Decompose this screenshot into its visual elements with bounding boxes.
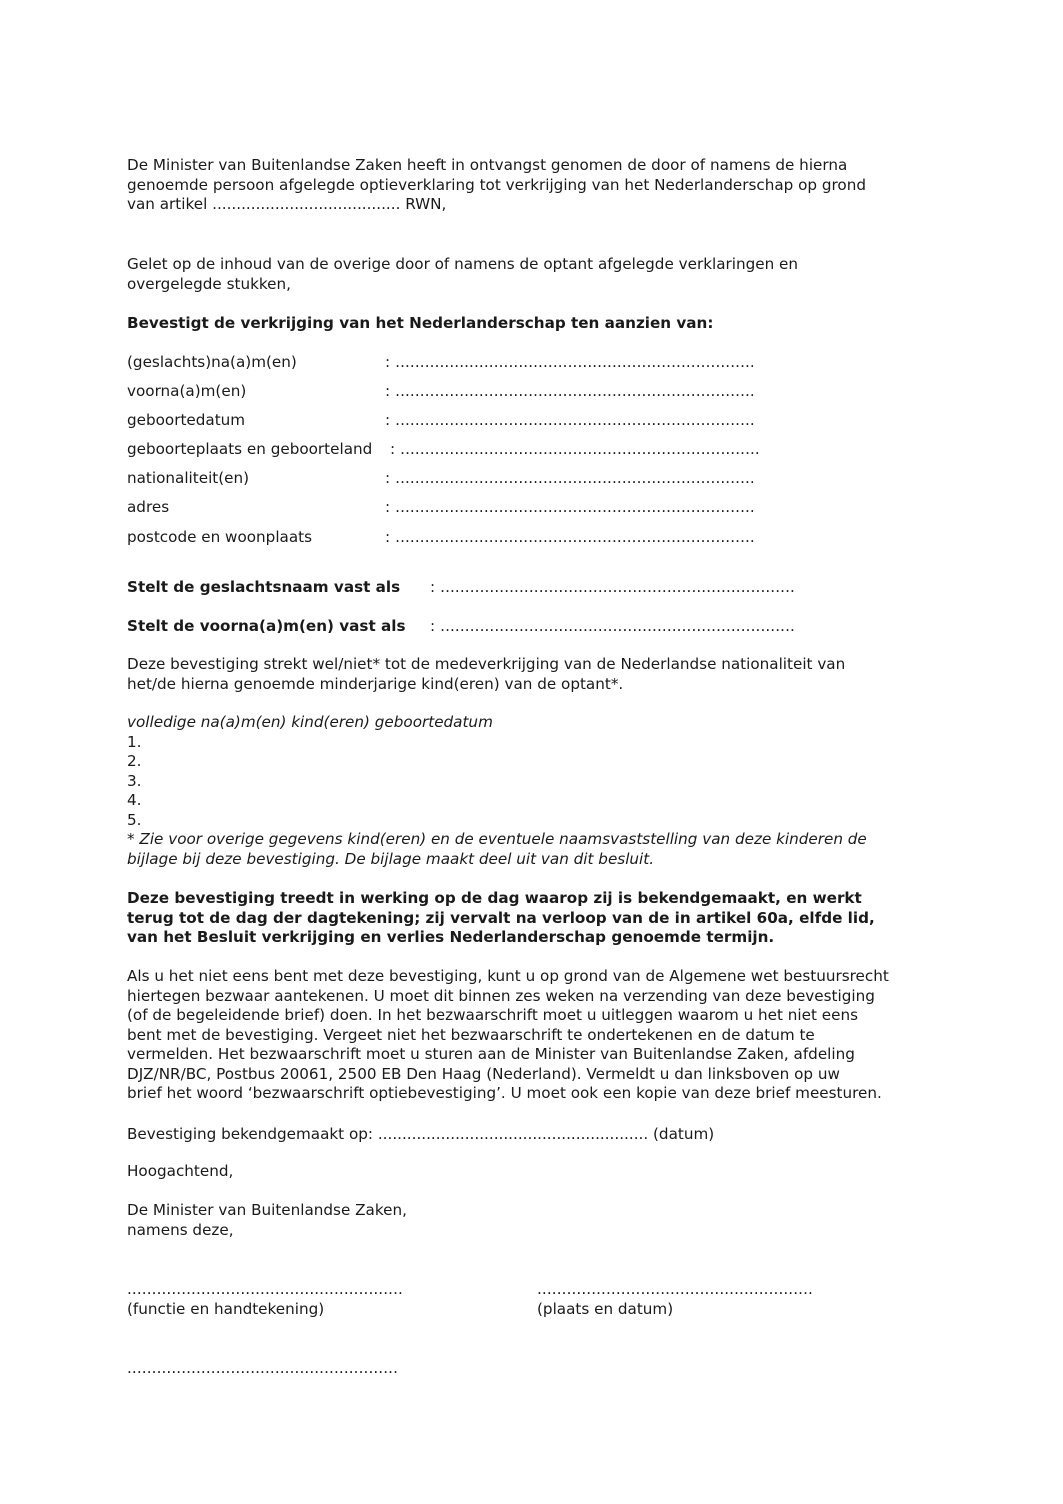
considering-line-2: overgelegde stukken, [127,274,291,293]
child-number-5: 5. [127,810,142,829]
children-note-line-1: * Zie voor overige gegevens kind(eren) en de eventuele naamsvaststelling van deze kinderen de [127,830,867,848]
surname-line-label: Stelt de geslachtsnaam vast als [127,578,401,596]
children-note-line-2: bijlage bij deze bevestiging. De bijlage maakt deel uit van dit besluit. [127,849,655,868]
objection-line-4: bent met de bevestiging. Vergeet niet het bezwaarschrift te ondertekenen en de datum te [127,1025,815,1044]
minister-line-1: De Minister van Buitenlandse Zaken, [127,1201,407,1219]
signature-right-label: (plaats en datum) [537,1299,674,1318]
children-list [127,713,867,869]
children-header: volledige na(a)m(en) kind(eren) geboortedatum [127,713,493,731]
child-number-2: 2. [127,752,142,770]
field-value-birthdate[interactable]: : ......................................................................... [385,411,755,429]
children-statement [127,655,845,694]
child-number-4: 4. [127,791,142,809]
objection-line-2: hiertegen bezwaar aantekenen. U moet dit binnen zes weken na verzending van deze bevestiging [127,986,875,1005]
field-value-address[interactable]: : ......................................................................... [385,498,755,516]
children-statement-line-2: het/de hierna genoemde minderjarige kind(eren) van de optant*. [127,674,624,693]
intro-paragraph [127,156,866,215]
objection-line-5: vermelden. Het bezwaarschrift moet u sturen aan de Minister van Buitenlandse Zaken, afdeling [127,1045,855,1063]
field-label-birthplace: geboorteplaats en geboorteland [127,440,373,458]
intro-line-1: De Minister van Buitenlandse Zaken heeft in ontvangst genomen de door of namens de hierna [127,156,848,174]
considering-paragraph [127,255,798,294]
field-label-address: adres [127,498,170,516]
signature-left [127,1280,403,1319]
field-label-nationality: nationaliteit(en) [127,469,250,487]
signature-bottom-dots[interactable]: ....................................................... [127,1359,399,1377]
field-value-surname[interactable]: : ......................................................................... [385,353,755,371]
effect-line-1: Deze bevestiging treedt in werking op de dag waarop zij is bekendgemaakt, en werkt [127,889,862,907]
field-label-birthdate: geboortedatum [127,411,246,429]
signature-right [537,1280,813,1319]
intro-line-2: genoemde persoon afgelegde optieverklaring tot verkrijging van het Nederlanderschap op grond [127,175,866,194]
announced-line[interactable]: Bevestiging bekendgemaakt op: ........................................................ (datum) [127,1125,715,1143]
minister-line-2: namens deze, [127,1220,234,1239]
signature-right-dots[interactable]: ........................................................ [537,1280,813,1298]
objection-line-3: (of de begeleidende brief) doen. In het bezwaarschrift moet u uitleggen waarom u het niet eens [127,1006,858,1024]
effect-paragraph [127,889,875,948]
field-value-postcode[interactable]: : ......................................................................... [385,528,755,546]
objection-line-1: Als u het niet eens bent met deze bevestiging, kunt u op grond van de Algemene wet bestuursrecht [127,967,889,985]
field-value-birthplace[interactable]: : ......................................................................... [390,440,760,458]
child-number-1: 1. [127,732,142,751]
surname-line-value[interactable]: : ........................................................................ [430,578,795,596]
field-value-nationality[interactable]: : ......................................................................... [385,469,755,487]
effect-line-2: terug tot de dag der dagtekening; zij vervalt na verloop van de in artikel 60a, elfde lid, [127,908,875,927]
signature-left-dots[interactable]: ........................................................ [127,1280,403,1298]
objection-line-7: brief het woord ‘bezwaarschrift optiebevestiging’. U moet ook een kopie van deze brief meesturen. [127,1084,882,1102]
field-value-firstnames[interactable]: : ......................................................................... [385,382,755,400]
objection-line-6: DJZ/NR/BC, Postbus 20061, 2500 EB Den Haag (Nederland). Vermeldt u dan linksboven op uw [127,1064,840,1083]
field-label-surname: (geslachts)na(a)m(en) [127,353,297,371]
objection-paragraph [127,967,889,1104]
considering-line-1: Gelet op de inhoud van de overige door of namens de optant afgelegde verklaringen en [127,255,799,273]
intro-line-3: van artikel ....................................... RWN, [127,195,447,213]
minister-block [127,1201,407,1240]
closing-salutation: Hoogachtend, [127,1162,234,1180]
field-label-firstnames: voorna(a)m(en) [127,382,247,400]
confirms-heading: Bevestigt de verkrijging van het Nederlanderschap ten aanzien van: [127,314,714,332]
children-statement-line-1: Deze bevestiging strekt wel/niet* tot de medeverkrijging van de Nederlandse nationaliteit van [127,655,846,673]
firstname-line-value[interactable]: : ........................................................................ [430,617,795,635]
firstname-line-label: Stelt de voorna(a)m(en) vast als [127,617,406,635]
field-label-postcode: postcode en woonplaats [127,528,313,546]
signature-left-label: (functie en handtekening) [127,1299,325,1318]
child-number-3: 3. [127,771,142,790]
effect-line-3: van het Besluit verkrijging en verlies Nederlanderschap genoemde termijn. [127,928,775,946]
